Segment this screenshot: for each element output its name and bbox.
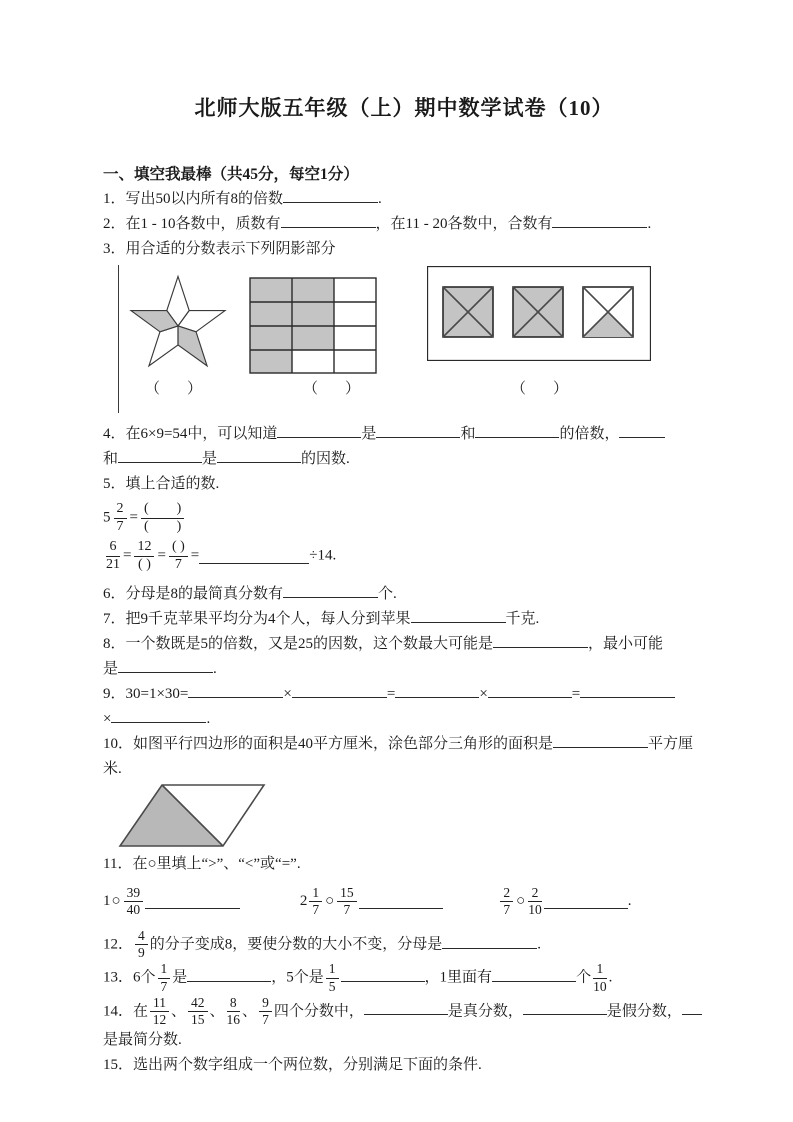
blank-line (552, 213, 647, 228)
question-10-cont (103, 758, 705, 781)
times-sign: × (479, 685, 488, 702)
q13-text-1: 13．6个 (103, 969, 156, 986)
fraction: $\frac{1}{5}$ (326, 962, 339, 993)
fraction: $\frac{4}{9}$ (135, 929, 148, 960)
question-6 (103, 583, 705, 606)
times-sign: × (283, 685, 292, 702)
question-4 (103, 423, 705, 446)
q8-text-2: ，最小可能 (588, 635, 664, 652)
q7-end: 千克. (505, 610, 540, 627)
fraction: $\frac{12}{( )}$ (134, 540, 154, 572)
blank-line (493, 633, 588, 648)
q4-text-4: 的倍数， (559, 426, 620, 442)
q14-text-3: 是真分数， (447, 1003, 523, 1020)
q13-text-3: ，5个是 (271, 969, 324, 986)
q13-text-5: 个 (576, 969, 592, 986)
question-9-cont (103, 708, 705, 731)
compare-circle: ○ (516, 892, 526, 909)
blank-line (217, 448, 301, 463)
q13-end: . (608, 969, 613, 986)
q5-text: 5．填上合适的数. (103, 476, 220, 492)
blank-line (364, 1000, 448, 1015)
q2-text-1: 2．在1 - 10各数中，质数有 (103, 216, 281, 232)
q5-equation-2 (103, 540, 705, 572)
equals-sign: = (157, 548, 166, 565)
q12-text: 的分子变成8，要使分数的大小不变，分母是 (149, 936, 443, 953)
q11-comparisons (103, 886, 705, 917)
q1-end: . (378, 191, 382, 207)
question-14-cont (103, 1029, 705, 1052)
fraction-blank: $\frac{( )}{( )}$ (141, 502, 184, 534)
compare-circle: ○ (111, 892, 121, 909)
fraction-grid-figure (249, 277, 377, 374)
q11-item-3: $\frac{2}{7}$ ○ $\frac{2}{10}$ . (498, 893, 631, 909)
blank-line (553, 733, 648, 748)
fraction: $\frac{2}{7}$ (500, 886, 513, 917)
q12-number: 12． (103, 936, 134, 953)
fraction: $\frac{1}{7}$ (158, 962, 171, 993)
blank-line (492, 967, 576, 982)
fraction: $\frac{2}{10}$ (528, 884, 542, 917)
q9-text: 9．30=1×30= (103, 685, 189, 702)
blank-line (488, 683, 572, 698)
section-heading: 一、填空我最棒（共45分，每空1分） (103, 166, 359, 183)
squares-answer-label: （ ） (511, 381, 575, 397)
q10-figure-wrap (118, 783, 705, 849)
fraction: $\frac{15}{7}$ (337, 886, 357, 917)
blank-line (118, 658, 213, 673)
question-7 (103, 608, 705, 631)
q7-text: 7．把9千克苹果平均分为4个人，每人分到苹果 (103, 610, 411, 627)
blank-line (395, 683, 479, 698)
q13-text-2: 是 (172, 969, 188, 986)
q1-text: 1．写出50以内所有8的倍数 (103, 191, 284, 207)
page-title: 北师大版五年级（上）期中数学试卷（10） (194, 96, 614, 120)
q14-text-4: 是假分数， (606, 1003, 682, 1020)
fraction: $\frac{9}{7}$ (259, 996, 272, 1027)
fraction: $\frac{11}{12}$ (150, 996, 169, 1027)
list-separator: 、 (242, 1003, 258, 1020)
question-3 (103, 238, 705, 261)
question-4-cont (103, 448, 705, 471)
question-13 (103, 962, 705, 993)
grid-answer-label: （ ） (303, 381, 367, 397)
q4-text-2: 是 (361, 426, 377, 442)
blank-line (118, 448, 202, 463)
fraction: $\frac{8}{16}$ (226, 994, 241, 1027)
star-answer-label: （ ） (145, 381, 209, 397)
blank-line (376, 423, 460, 438)
q9-end: . (206, 710, 211, 727)
q14-end: 是最简分数. (103, 1032, 182, 1049)
blank-line (187, 967, 271, 982)
q14-text-1: 14．在 (103, 1003, 149, 1020)
q10-end: 米. (103, 760, 122, 777)
q5-equation-1 (103, 502, 705, 534)
fraction: $\frac{6}{21}$ (106, 539, 120, 573)
q3-text: 3．用合适的分数表示下列阴影部分 (103, 241, 336, 257)
blank-line (359, 894, 443, 909)
q4-text-5: 和 (103, 451, 119, 467)
blank-line (283, 583, 378, 598)
q6-text: 6．分母是8的最简真分数有 (103, 585, 284, 602)
blank-line (145, 894, 240, 909)
blank-line (199, 549, 309, 564)
equals-sign: = (190, 548, 200, 565)
blank-line (619, 423, 665, 438)
q11-text: 11．在○里填上“>”、“<”或“=”. (103, 855, 301, 872)
blank-line (544, 894, 628, 909)
mixed-number-whole: 5 (103, 509, 111, 526)
fraction: $\frac{( )}{7}$ (169, 540, 188, 572)
question-8 (103, 633, 705, 656)
blank-line (111, 708, 206, 723)
blank-line (475, 423, 559, 438)
q11-item-2: 2 $\frac{1}{7}$ ○ $\frac{15}{7}$ (300, 893, 443, 909)
blank-line (283, 188, 378, 203)
times-sign: × (103, 710, 112, 727)
q2-text-2: ，在11 - 20各数中，合数有 (375, 216, 553, 232)
q10-text-1: 10．如图平行四边形的面积是40平方厘米，涂色部分三角形的面积是 (103, 735, 554, 752)
q12-end: . (537, 936, 542, 953)
compare-circle: ○ (325, 892, 335, 909)
question-8-cont (103, 658, 705, 681)
fraction: $\frac{42}{15}$ (188, 996, 208, 1027)
question-11 (103, 853, 705, 876)
q4-text-3: 和 (460, 426, 476, 442)
blank-line (523, 1000, 607, 1015)
crossed-squares-figure (427, 266, 651, 361)
q11-item-1: 1○ $\frac{39}{40}$ (103, 893, 240, 909)
fraction: $\frac{1}{7}$ (309, 886, 322, 917)
q13-text-4: ，1里面有 (424, 969, 493, 986)
blank-line (277, 423, 361, 438)
q8-end: . (213, 660, 217, 677)
question-14 (103, 996, 705, 1027)
list-separator: 、 (171, 1003, 187, 1020)
q10-text-2: 平方厘 (648, 735, 694, 752)
question-15 (103, 1054, 705, 1077)
q14-text-2: 四个分数中， (273, 1003, 364, 1020)
q4-text-1: 4．在6×9=54中，可以知道 (103, 426, 278, 442)
question-10 (103, 733, 705, 756)
q4-text-6: 是 (202, 451, 218, 467)
q4-text-7: 的因数. (301, 451, 350, 467)
blank-line (682, 1000, 702, 1015)
q8-text-3: 是 (103, 660, 119, 677)
q8-text-1: 8．一个数既是5的倍数，又是25的因数，这个数最大可能是 (103, 635, 494, 652)
equals-sign: = (129, 509, 138, 526)
q15-text: 15．选出两个数字组成一个两位数，分别满足下面的条件. (103, 1057, 482, 1074)
fraction: $\frac{39}{40}$ (124, 886, 144, 917)
list-separator: 、 (209, 1003, 225, 1020)
blank-line (292, 683, 387, 698)
question-1 (103, 188, 705, 211)
q6-end: 个. (378, 585, 397, 602)
q5-divide-tail: ÷14. (309, 548, 337, 565)
equals-sign: = (571, 685, 581, 702)
equals-sign: = (123, 548, 132, 565)
equals-sign: = (386, 685, 396, 702)
question-5 (103, 473, 705, 496)
blank-line (188, 683, 283, 698)
question-9 (103, 683, 705, 706)
fraction: $\frac{2}{7}$ (114, 502, 127, 534)
question-2 (103, 213, 705, 236)
fraction: $\frac{1}{10}$ (593, 961, 607, 994)
q2-end: . (647, 216, 652, 232)
blank-line (281, 213, 376, 228)
blank-line (341, 967, 425, 982)
star-figure (121, 265, 235, 383)
blank-line (580, 683, 675, 698)
parallelogram-figure (118, 783, 268, 849)
question-12 (103, 929, 705, 960)
q3-figures (118, 265, 705, 413)
blank-line (411, 608, 506, 623)
blank-line (442, 934, 537, 949)
